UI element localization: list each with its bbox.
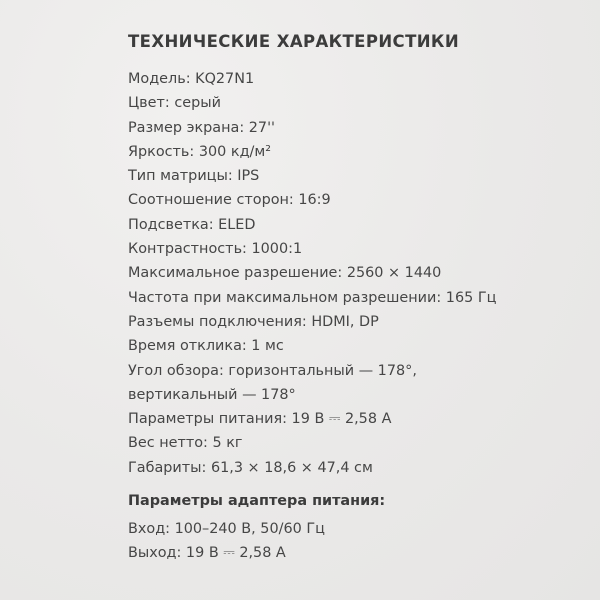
spec-viewing-angle: Угол обзора: горизонтальный — 178°, [128, 362, 417, 379]
adapter-output: Выход: 19 В ⎓ 2,58 А [128, 545, 286, 562]
spec-weight: Вес нетто: 5 кг [128, 435, 243, 452]
spec-brightness: Яркость: 300 кд/м² [128, 143, 271, 160]
adapter-list [128, 517, 325, 566]
spec-model: Модель: KQ27N1 [128, 71, 255, 87]
adapter-input: Вход: 100–240 В, 50/60 Гц [128, 521, 325, 537]
adapter-title: Параметры адаптера питания: [128, 493, 386, 509]
spec-list [128, 67, 588, 480]
spec-viewing-angle-cont: вертикальный — 178° [128, 386, 296, 403]
spec-aspect-ratio: Соотношение сторон: 16:9 [128, 192, 331, 209]
spec-power: Параметры питания: 19 В ⎓ 2,58 А [128, 411, 392, 428]
spec-dimensions: Габариты: 61,3 × 18,6 × 47,4 см [128, 459, 373, 476]
spec-screen-size: Размер экрана: 27'' [128, 119, 275, 136]
spec-connectors: Разъемы подключения: HDMI, DP [128, 313, 379, 330]
page-title: ТЕХНИЧЕСКИЕ ХАРАКТЕРИСТИКИ [128, 32, 460, 51]
spec-max-resolution: Максимальное разрешение: 2560 × 1440 [128, 265, 442, 282]
spec-contrast: Контрастность: 1000:1 [128, 241, 303, 258]
spec-response-time: Время отклика: 1 мс [128, 338, 284, 355]
spec-backlight: Подсветка: ELED [128, 216, 256, 233]
spec-matrix-type: Тип матрицы: IPS [128, 168, 260, 185]
spec-refresh-rate: Частота при максимальном разрешении: 165 Гц [128, 289, 497, 306]
spec-color: Цвет: серый [128, 95, 221, 112]
